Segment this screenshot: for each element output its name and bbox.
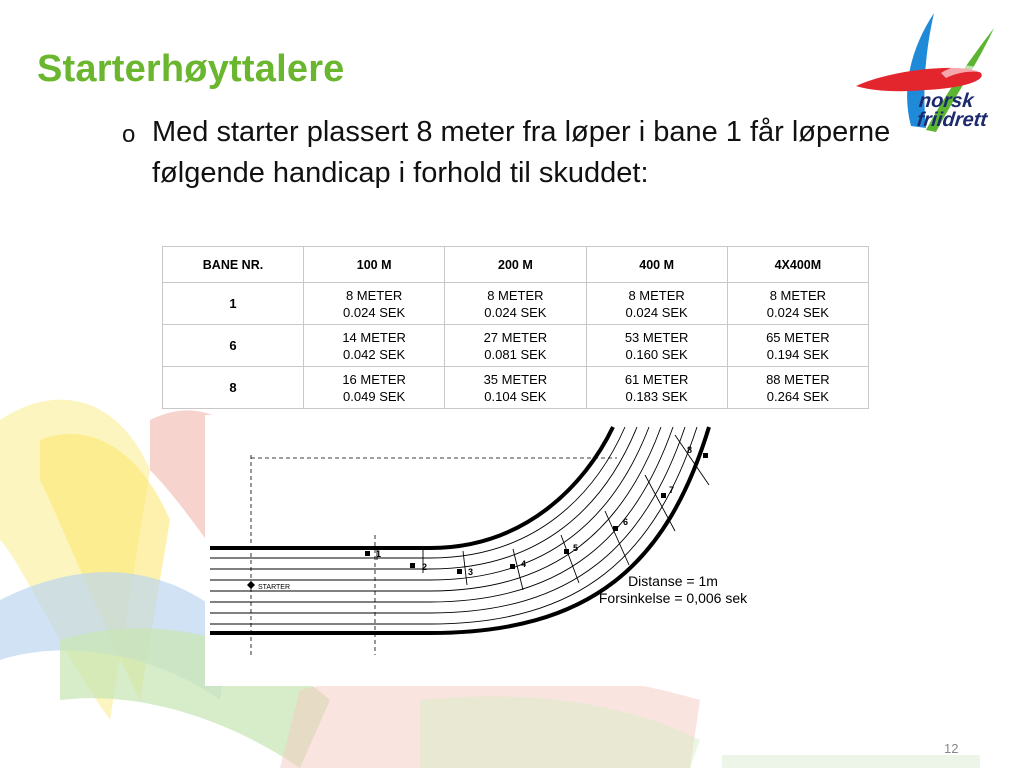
table-cell: 14 METER 0.042 SEK xyxy=(304,325,445,367)
diagram-legend xyxy=(588,573,758,607)
lane-marker: 4 xyxy=(521,559,527,569)
table-cell: 35 METER 0.104 SEK xyxy=(445,367,586,409)
table-cell: 8 METER 0.024 SEK xyxy=(586,283,727,325)
legend-distance: Distanse = 1m xyxy=(628,573,718,589)
slide-title: Starterhøyttalere xyxy=(37,48,345,90)
logo-line-norsk: norsk xyxy=(917,90,975,112)
table-row xyxy=(163,325,869,367)
lane-number: 6 xyxy=(163,325,304,367)
header-100m: 100 M xyxy=(304,247,445,283)
header-4x400m: 4X400M xyxy=(727,247,868,283)
logo-wordmark xyxy=(916,92,990,130)
page-number: 12 xyxy=(944,741,959,756)
lane-marker: 2 xyxy=(422,562,428,572)
lane-marker: 5 xyxy=(573,543,579,553)
lane-marker: 6 xyxy=(623,517,629,527)
lane-number: 1 xyxy=(163,283,304,325)
table-row xyxy=(163,283,869,325)
table-cell: 8 METER 0.024 SEK xyxy=(727,283,868,325)
legend-delay: Forsinkelse = 0,006 sek xyxy=(598,590,748,606)
table-cell: 53 METER 0.160 SEK xyxy=(586,325,727,367)
bullet-circle-icon: o xyxy=(122,121,136,148)
table-cell: 16 METER 0.049 SEK xyxy=(304,367,445,409)
table-row xyxy=(163,367,869,409)
table-header-row xyxy=(163,247,869,283)
lane-marker: 1 xyxy=(376,549,382,559)
handicap-table xyxy=(162,246,869,409)
starter-label: STARTER xyxy=(258,584,291,591)
lane-marker: 8 xyxy=(687,445,693,455)
table-cell: 88 METER 0.264 SEK xyxy=(727,367,868,409)
table-cell: 8 METER 0.024 SEK xyxy=(304,283,445,325)
logo-line-friidrett: friidrett xyxy=(915,109,989,131)
table-cell: 8 METER 0.024 SEK xyxy=(445,283,586,325)
table-cell: 27 METER 0.081 SEK xyxy=(445,325,586,367)
header-400m: 400 M xyxy=(586,247,727,283)
lane-number: 8 xyxy=(163,367,304,409)
header-lane: BANE NR. xyxy=(163,247,304,283)
bullet-point xyxy=(122,112,912,194)
table-cell: 65 METER 0.194 SEK xyxy=(727,325,868,367)
header-200m: 200 M xyxy=(445,247,586,283)
track-diagram xyxy=(205,415,691,686)
track-drawing xyxy=(205,415,691,686)
lane-marker: 3 xyxy=(468,567,474,577)
bullet-text: Med starter plassert 8 meter fra løper i bane 1 får løperne følgende handicap i forhold til skuddet: xyxy=(152,116,891,189)
lane-marker: 7 xyxy=(669,485,675,495)
table-cell: 61 METER 0.183 SEK xyxy=(586,367,727,409)
